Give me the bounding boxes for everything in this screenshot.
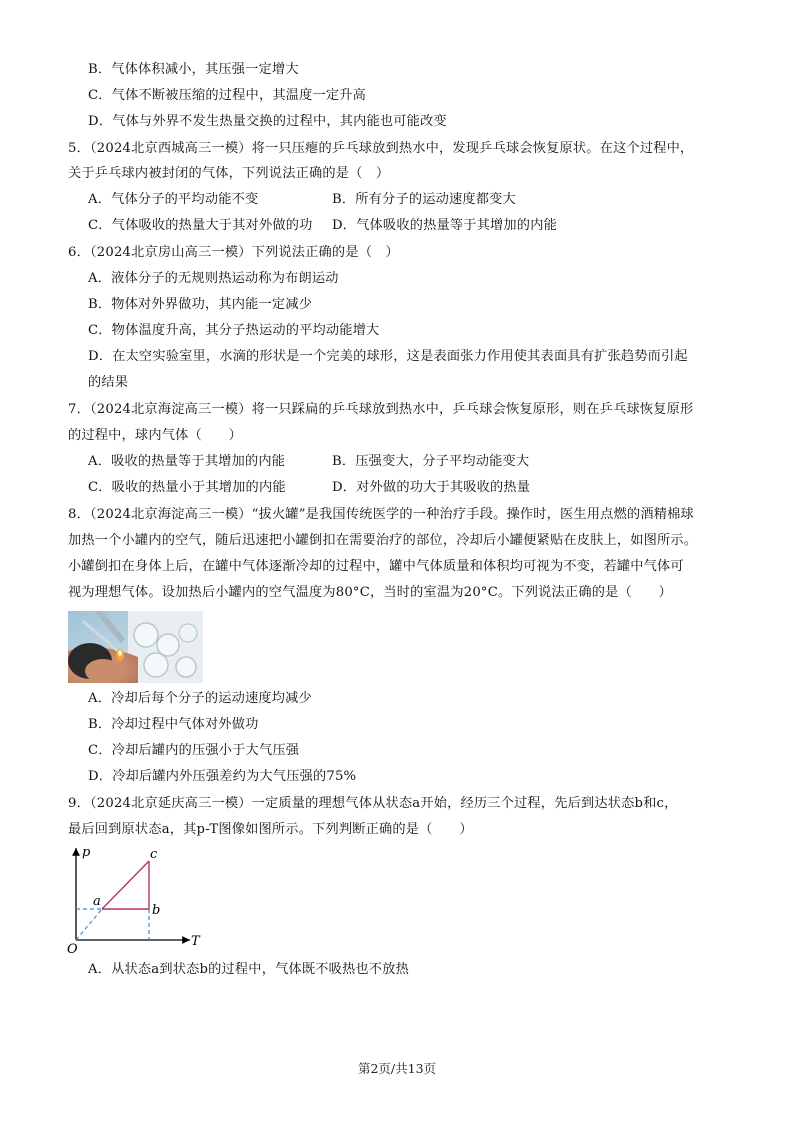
cupping-photo xyxy=(68,611,203,683)
q9-option-a: A．从状态a到状态b的过程中，气体既不吸热也不放热 xyxy=(88,962,409,977)
q7-stem-line1: 7．（2024北京海淀高三一模）将一只踩扁的乒乓球放到热水中，乒乓球会恢复原形，则在乒乓球恢复原形 xyxy=(68,402,694,417)
y-axis-label: p xyxy=(82,845,91,860)
q5-option-b: B．所有分子的运动速度都变大 xyxy=(332,192,516,207)
q6-option-d-line2: 的结果 xyxy=(88,375,129,390)
q8-option-c: C．冷却后罐内的压强小于大气压强 xyxy=(88,743,300,758)
q4-option-c: C．气体不断被压缩的过程中，其温度一定升高 xyxy=(88,88,367,103)
q6-option-a: A．液体分子的无规则热运动称为布朗运动 xyxy=(88,271,339,286)
q7-option-a: A．吸收的热量等于其增加的内能 xyxy=(88,454,286,469)
q6-option-d-line1: D．在太空实验室里，水滴的形状是一个完美的球形，这是表面张力作用使其表面具有扩张趋势而引起 xyxy=(88,349,688,364)
q4-option-b: B．气体体积减小，其压强一定增大 xyxy=(88,62,299,77)
q7-stem-line2: 的过程中，球内气体（ ） xyxy=(68,428,243,443)
q8-option-a: A．冷却后每个分子的运动速度均减少 xyxy=(88,691,312,706)
q8-stem-line3: 小罐倒扣在身体上后，在罐中气体逐渐冷却的过程中，罐中气体质量和体积均可视为不变，若罐中气体可 xyxy=(68,559,684,574)
q7-option-d: D．对外做的功大于其吸收的热量 xyxy=(332,480,531,495)
q5-option-d: D．气体吸收的热量等于其增加的内能 xyxy=(332,218,557,233)
x-axis-label: T xyxy=(191,934,200,949)
q4-option-d: D．气体与外界不发生热量交换的过程中，其内能也可能改变 xyxy=(88,114,447,129)
line-a-to-c xyxy=(102,861,149,909)
q7-option-b: B．压强变大，分子平均动能变大 xyxy=(332,454,530,469)
q9-stem-line1: 9．（2024北京延庆高三一模）一定质量的理想气体从状态a开始，经历三个过程，先后到达状态b和c， xyxy=(68,796,678,811)
q8-option-d: D．冷却后罐内外压强差约为大气压强的75% xyxy=(88,769,357,784)
q8-option-b: B．冷却过程中气体对外做功 xyxy=(88,717,259,732)
pt-diagram xyxy=(66,842,206,954)
q6-option-c: C．物体温度升高，其分子热运动的平均动能增大 xyxy=(88,323,380,338)
q8-stem-line1: 8．（2024北京海淀高三一模）“拔火罐”是我国传统医学的一种治疗手段。操作时，医生用点燃的酒精棉球 xyxy=(68,507,694,522)
q7-option-c: C．吸收的热量小于其增加的内能 xyxy=(88,480,286,495)
q5-option-a: A．气体分子的平均动能不变 xyxy=(88,192,259,207)
origin-label: O xyxy=(67,942,78,954)
point-a-label: a xyxy=(93,894,101,909)
q8-stem-line4: 视为理想气体。设加热后小罐内的空气温度为80°C，当时的室温为20°C。下列说法正确的是（ ） xyxy=(68,585,673,600)
page-footer: 第2页/共13页 xyxy=(357,1061,437,1076)
q5-option-c: C．气体吸收的热量大于其对外做的功 xyxy=(88,218,313,233)
q5-stem-line2: 关于乒乓球内被封闭的气体，下列说法正确的是（ ） xyxy=(68,166,390,181)
q5-stem-line1: 5．（2024北京西城高三一模）将一只压瘪的乒乓球放到热水中，发现乒乓球会恢复原状。在这个过程中， xyxy=(68,141,694,156)
q6-option-b: B．物体对外界做功，其内能一定减少 xyxy=(88,297,313,312)
q6-stem: 6．（2024北京房山高三一模）下列说法正确的是（ ） xyxy=(68,245,399,260)
dashed-origin-to-a xyxy=(76,909,102,940)
point-c-label: c xyxy=(150,847,158,862)
q8-stem-line2: 加热一个小罐内的空气，随后迅速把小罐倒扣在需要治疗的部位，冷却后小罐便紧贴在皮肤上，如图所示。 xyxy=(68,533,698,548)
point-b-label: b xyxy=(152,903,161,918)
q9-stem-line2: 最后回到原状态a，其p-T图像如图所示。下列判断正确的是（ ） xyxy=(68,822,473,837)
